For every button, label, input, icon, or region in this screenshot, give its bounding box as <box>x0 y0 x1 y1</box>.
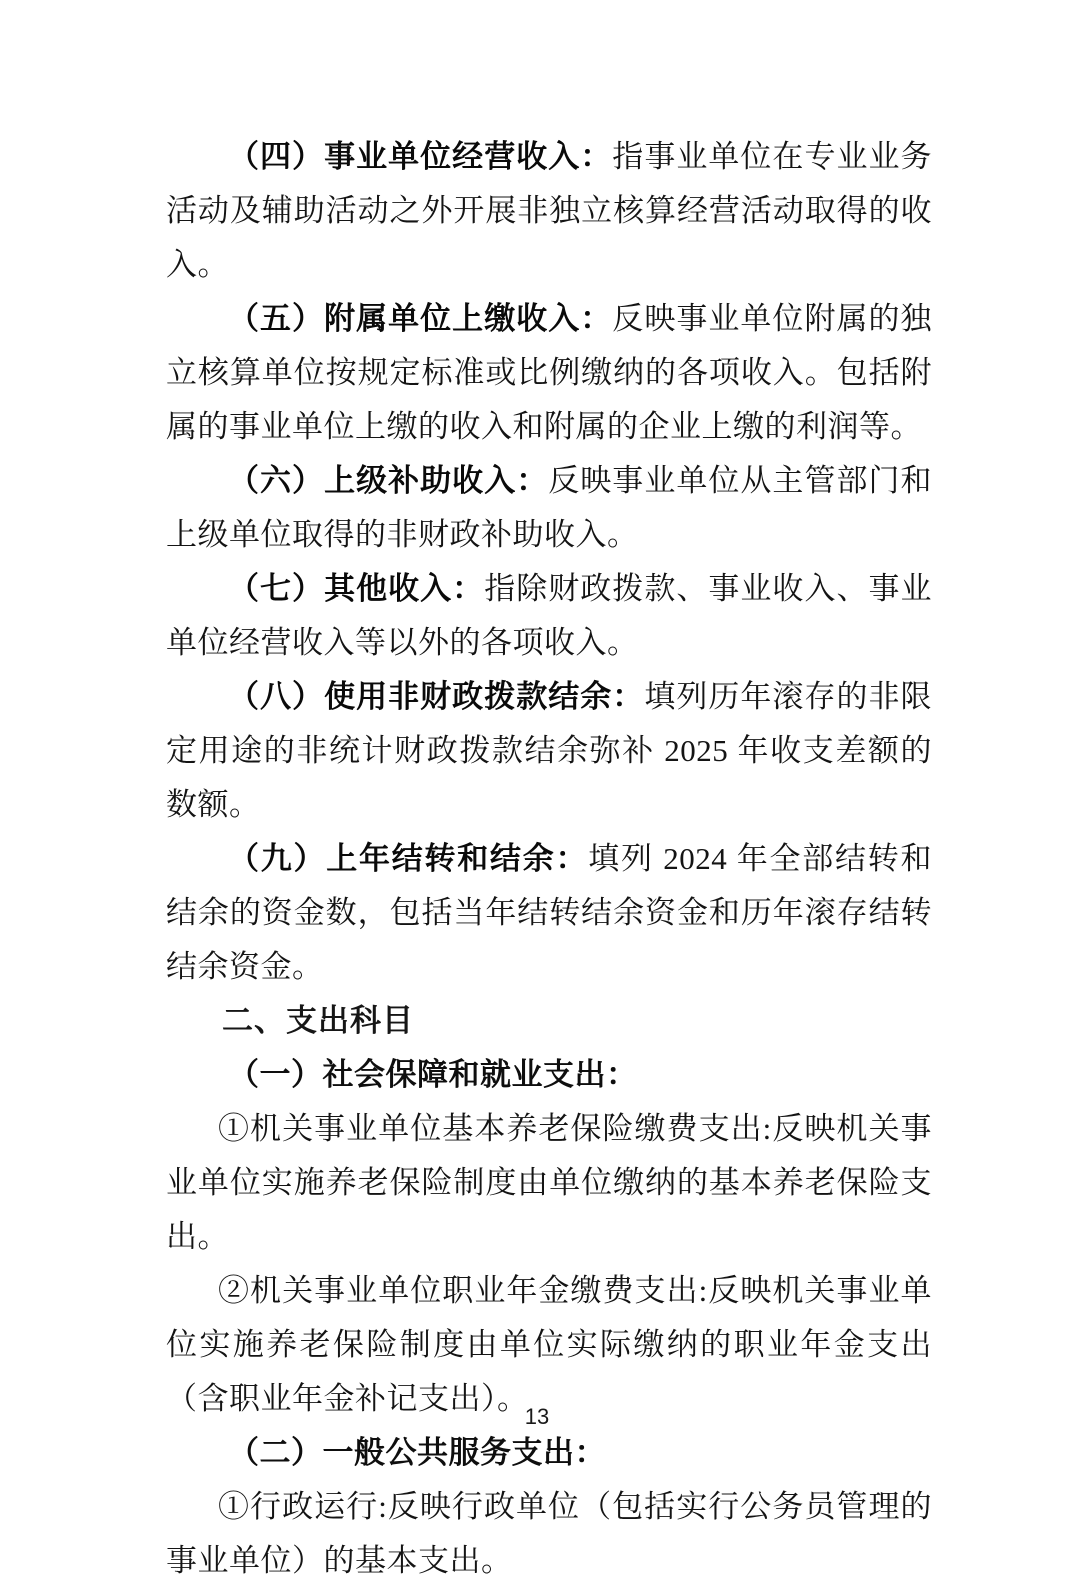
subsection-heading: （一）社会保障和就业支出： <box>228 1057 638 1092</box>
paragraph-text: 填列历年滚存的非限定用途的非统计财政拨款结余弥补 2025 年收支差额的数额。 <box>166 679 933 822</box>
paragraph <box>166 562 932 670</box>
paragraph-text: ①机关事业单位基本养老保险缴费支出:反映机关事业单位实施养老保险制度由单位缴纳的基本养老保险支出。 <box>166 1111 932 1254</box>
paragraph-text: ①行政运行:反映行政单位（包括实行公务员管理的事业单位）的基本支出。 <box>166 1489 932 1578</box>
paragraph <box>166 670 932 832</box>
paragraph-text: 指事业单位在专业业务活动及辅助活动之外开展非独立核算经营活动取得的收入。 <box>166 139 933 282</box>
paragraph-text: 指除财政拨款、事业收入、事业单位经营收入等以外的各项收入。 <box>166 571 933 660</box>
paragraph <box>166 1102 932 1264</box>
page-number: 13 <box>524 1404 550 1429</box>
paragraph-text: ②机关事业单位职业年金缴费支出:反映机关事业单位实施养老保险制度由单位实际缴纳的职业年金支出（含职业年金补记支出）。 <box>166 1273 932 1416</box>
document-body <box>166 130 932 1588</box>
paragraph-text: 填列 2024 年全部结转和结余的资金数，包括当年结转结余资金和历年滚存结转结余资金。 <box>166 841 932 984</box>
paragraph-lead: （四）事业单位经营收入： <box>228 139 613 174</box>
subsection-heading: （二）一般公共服务支出： <box>228 1435 606 1470</box>
paragraph-lead: （八）使用非财政拨款结余： <box>228 679 645 714</box>
paragraph-lead: （六）上级补助收入： <box>228 463 549 498</box>
paragraph-text: 反映事业单位附属的独立核算单位按规定标准或比例缴纳的各项收入。包括附属的事业单位上缴的收入和附属的企业上缴的利润等。 <box>166 301 933 444</box>
paragraph-lead: （九）上年结转和结余： <box>228 841 589 876</box>
paragraph <box>166 130 932 292</box>
paragraph-lead: （五）附属单位上缴收入： <box>228 301 613 336</box>
paragraph-lead: （七）其他收入： <box>228 571 485 606</box>
paragraph <box>166 292 932 454</box>
paragraph-text: 反映事业单位从主管部门和上级单位取得的非财政补助收入。 <box>166 463 933 552</box>
paragraph <box>166 832 932 994</box>
section-heading: 二、支出科目 <box>222 1003 414 1038</box>
paragraph <box>166 1480 932 1588</box>
paragraph <box>166 454 932 562</box>
